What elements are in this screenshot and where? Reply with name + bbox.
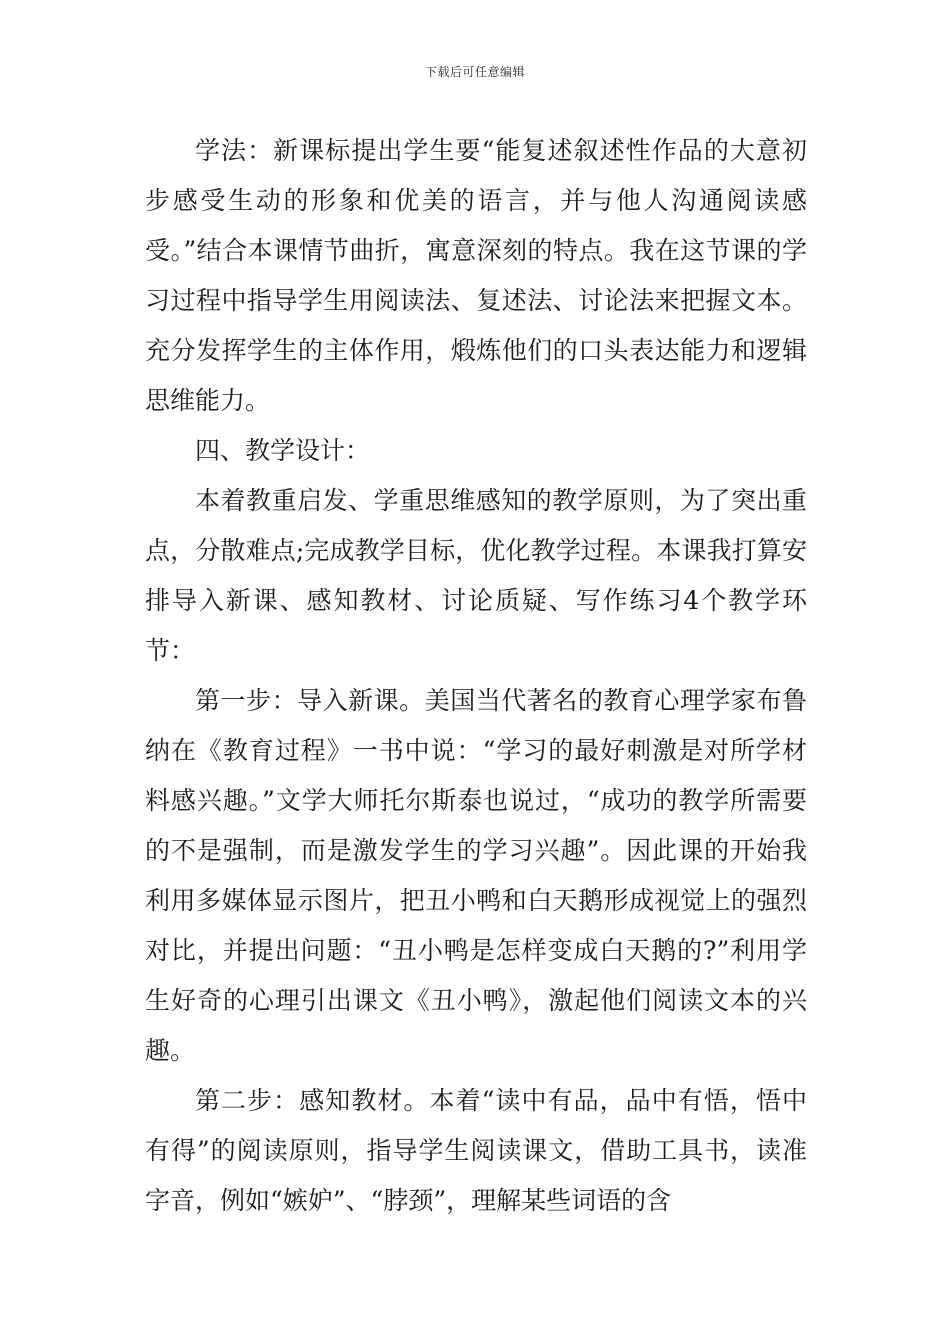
paragraph-step-two: 第二步：感知教材。本着“读中有品，品中有悟，悟中有得”的阅读原则，指导学生阅读课文，借助工具书，读准字音，例如“嫉妒”、“脖颈”，理解某些词语的含 [145,1086,807,1215]
page-header-note: 下载后可任意编辑 [424,65,525,79]
section-heading-teaching-design: 四、教学设计： [195,436,371,465]
paragraph-study-method: 学法：新课标提出学生要“能复述叙述性作品的大意初步感受生动的形象和优美的语言，并与他人沟通阅读感受。”结合本课情节曲折，寓意深刻的特点。我在这节课的学习过程中指导学生用阅读法、复述法、讨论法来把握文本。充分发挥学生的主体作用，煅炼他们的口头表达能力和逻辑思维能力。 [145,136,807,415]
document-body [145,126,807,1226]
paragraph-step-one: 第一步：导入新课。美国当代著名的教育心理学家布鲁纳在《教育过程》一书中说：“学习的最好刺激是对所学材料感兴趣。”文学大师托尔斯泰也说过，“成功的教学所需要的不是强制，而是激发学生的学习兴趣”。因此课的开始我利用多媒体显示图片，把丑小鸭和白天鹅形成视觉上的强烈对比，并提出问题：“丑小鸭是怎样变成白天鹅的?”利用学生好奇的心理引出课文《丑小鸭》，激起他们阅读文本的兴趣。 [145,686,807,1065]
paragraph-teaching-principle: 本着教重启发、学重思维感知的教学原则，为了突出重点，分散难点;完成教学目标，优化教学过程。本课我打算安排导入新课、感知教材、讨论质疑、写作练习4个教学环节： [145,486,807,665]
